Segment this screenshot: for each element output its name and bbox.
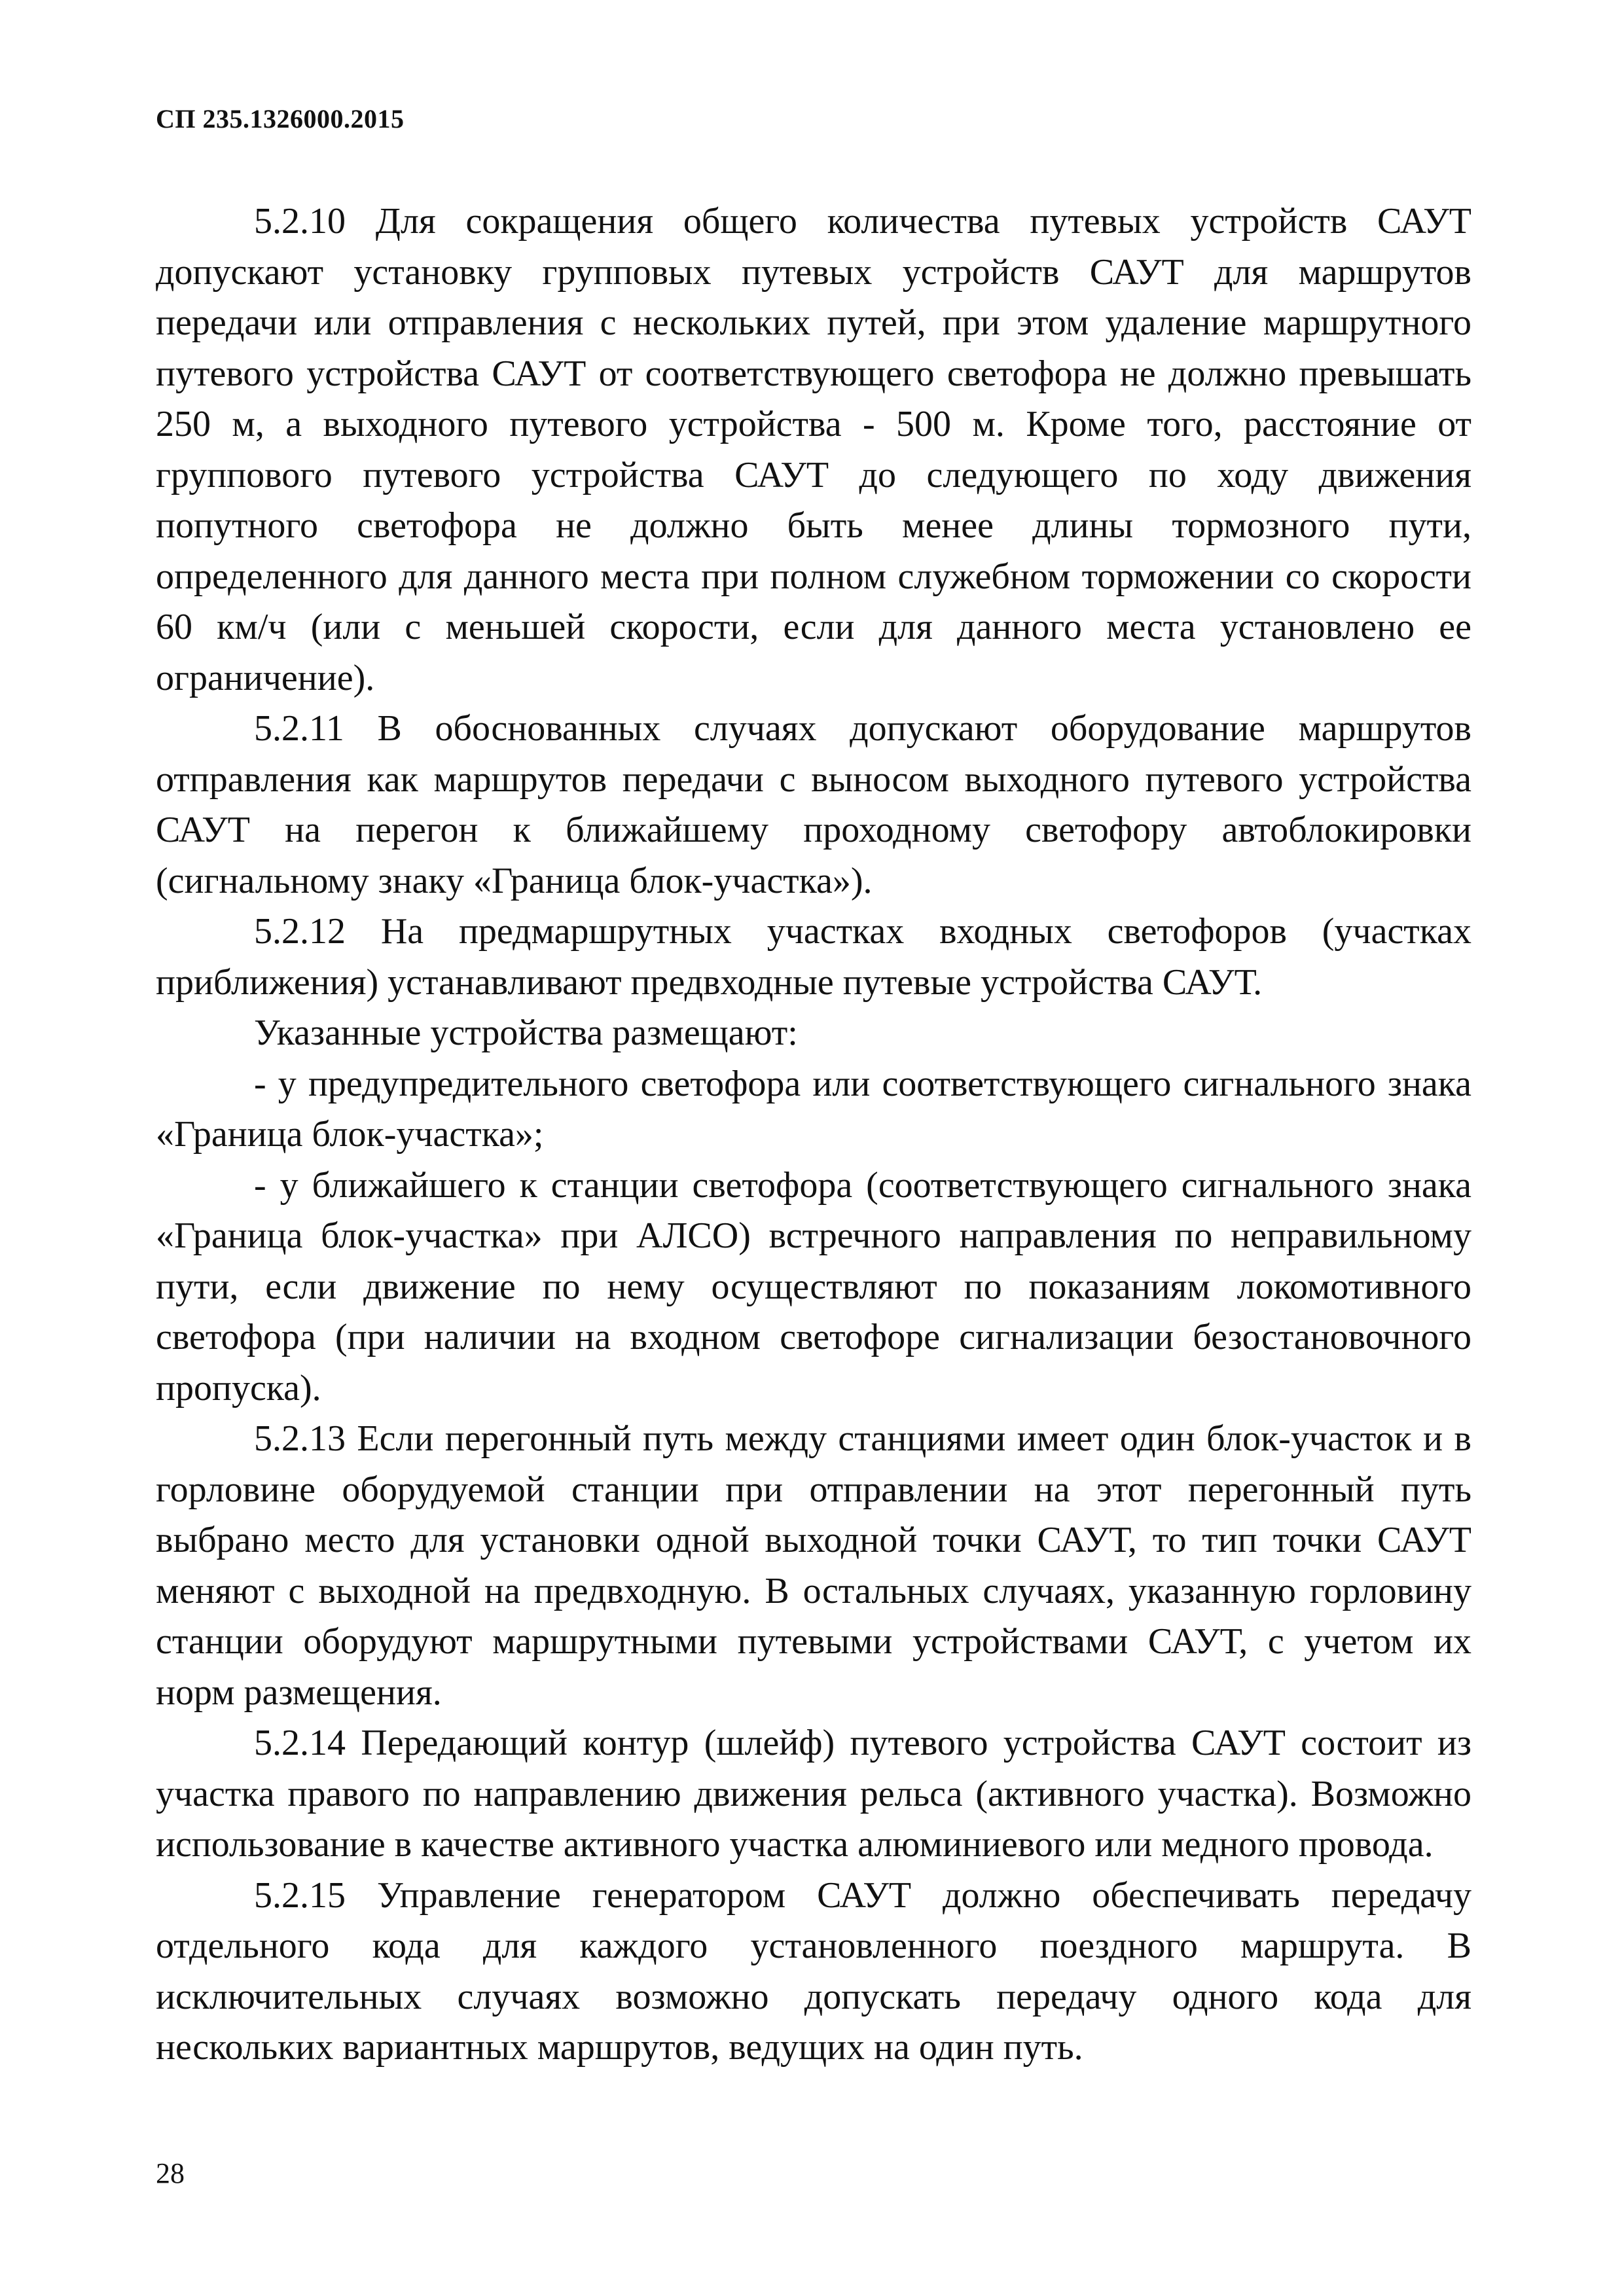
document-body bbox=[156, 196, 1471, 2073]
paragraph-5-2-15: 5.2.15 Управление генератором САУТ должно обеспечивать передачу отдельного кода для каждого установленного поездного маршрута. В исключительных случаях возможно допускать передачу одного кода для нескольких вариантных маршрутов, ведущих на один путь. bbox=[156, 1874, 1471, 2068]
paragraph-5-2-14: 5.2.14 Передающий контур (шлейф) путевого устройства САУТ состоит из участка правого по направлению движения рельса (активного участка). Возможно использование в качестве активного участка алюминиевого или медного провода. bbox=[156, 1723, 1471, 1865]
paragraph-5-2-11: 5.2.11 В обоснованных случаях допускают оборудование маршрутов отправления как маршрутов передачи с выносом выходного путевого устройства САУТ на перегон к ближайшему проходному светофору автоблокировки (сигнальному знаку «Граница блок-участка»). bbox=[156, 708, 1471, 901]
page-number: 28 bbox=[156, 2157, 185, 2189]
document-header: СП 235.1326000.2015 bbox=[156, 104, 405, 134]
paragraph-devices-intro: Указанные устройства размещают: bbox=[254, 1013, 798, 1053]
paragraph-5-2-13: 5.2.13 Если перегонный путь между станциями имеет один блок-участок и в горловине оборудуемой станции при отправлении на этот перегонный путь выбрано место для установки одной выходной точки САУТ, то тип точки САУТ меняют с выходной на предвходную. В остальных случаях, указанную горловину станции оборудуют маршрутными путевыми устройствами САУТ, с учетом их норм размещения. bbox=[156, 1418, 1471, 1713]
list-item-warning-signal: - у предупредительного светофора или соответствующего сигнального знака «Граница блок-участка»; bbox=[156, 1063, 1471, 1155]
list-item-nearest-signal: - у ближайшего к станции светофора (соответствующего сигнального знака «Граница блок-участка» при АЛСО) встречного направления по неправильному пути, если движение по нему осуществляют по показаниям локомотивного светофора (при наличии на входном светофоре сигнализации безостановочного пропуска). bbox=[156, 1164, 1471, 1408]
paragraph-5-2-12: 5.2.12 На предмаршрутных участках входных светофоров (участках приближения) устанавливают предвходные путевые устройства САУТ. bbox=[156, 911, 1471, 1003]
paragraph-5-2-10: 5.2.10 Для сокращения общего количества путевых устройств САУТ допускают установку групповых путевых устройств САУТ для маршрутов передачи или отправления с нескольких путей, при этом удаление маршрутного путевого устройства САУТ от соответствующего светофора не должно превышать 250 м, а выходного путевого устройства - 500 м. Кроме того, расстояние от группового путевого устройства САУТ до следующего по ходу движения попутного светофора не должно быть менее длины тормозного пути, определенного для данного места при полном служебном торможении со скорости 60 км/ч (или с меньшей скорости, если для данного места установлено ее ограничение). bbox=[156, 201, 1471, 698]
